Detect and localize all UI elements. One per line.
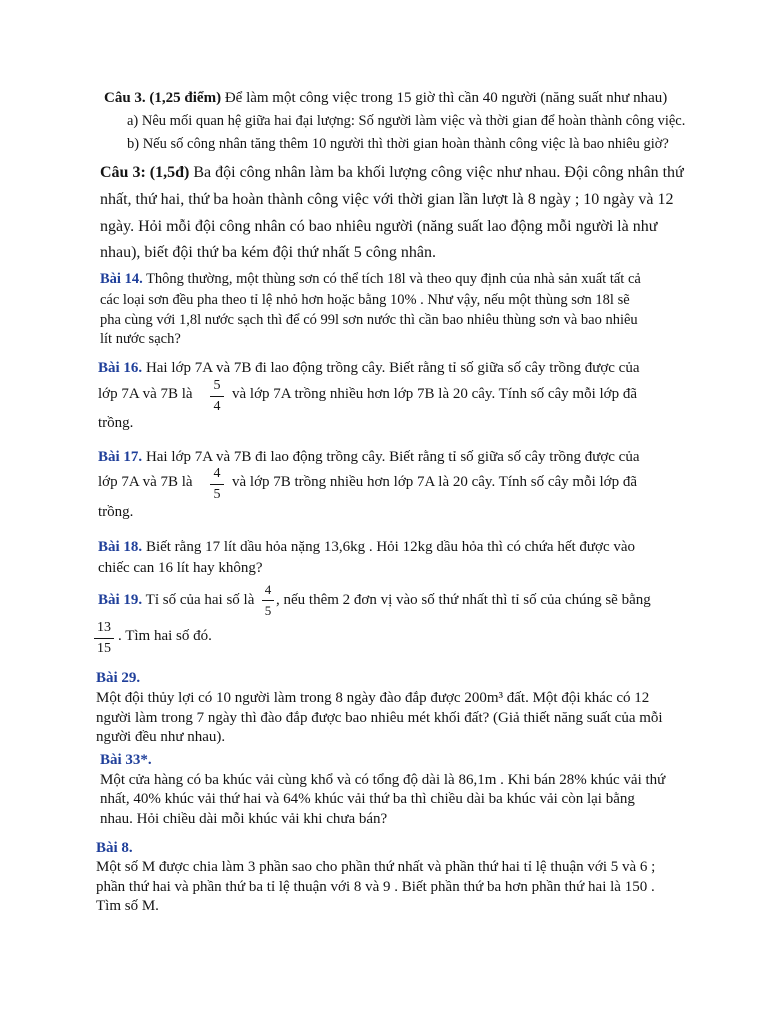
bai14-title: Bài 14. [100,271,143,287]
cau3a-question-b: b) Nếu số công nhân tăng thêm 10 người thì thời gian hoàn thành công việc là bao nhiêu giờ? [127,136,669,152]
fraction-bar [210,484,224,485]
bai8-text-1: Một số M được chia làm 3 phần sao cho phần thứ nhất và phần thứ hai tỉ lệ thuận với 5 và 6 ; [96,859,656,875]
bai17-title: Bài 17. [98,449,143,465]
bai16-text-2b: và lớp 7A trồng nhiều hơn lớp 7B là 20 cây. Tính số cây mỗi lớp đã [232,386,638,402]
cau3a-intro: Để làm một công việc trong 15 giờ thì cần 40 người (năng suất như nhau) [221,90,668,106]
bai18-title: Bài 18. [98,539,143,555]
bai16-fraction-numerator: 5 [213,378,221,393]
bai29-title-line [96,670,140,687]
bai29-text-2: người làm trong 7 ngày thì đào đắp được bao nhiêu mét khối đất? (Giả thiết năng suất của mỗi [96,710,663,726]
bai19-line1a [98,592,254,609]
bai17-fraction-denominator: 5 [213,487,221,502]
bai18-text-2: chiếc can 16 lít hay không? [98,560,263,576]
bai19-fraction-2-denominator: 15 [97,641,111,656]
cau3a-question-a: a) Nêu mối quan hệ giữa hai đại lượng: Số người làm việc và thời gian để hoàn thành công việc. [127,113,686,129]
bai14-text-3: pha cùng với 1,8l nước sạch thì để có 99l sơn nước thì cần bao nhiêu thùng sơn và bao nhiêu [100,312,638,328]
bai14-text-2: các loại sơn đều pha theo tỉ lệ nhỏ hơn hoặc bằng 10% . Như vậy, nếu một thùng sơn 18l sẽ [100,292,630,308]
cau3a-title: Câu 3. (1,25 điểm) [104,90,222,106]
bai17-fraction [210,465,224,504]
bai14-text-4: lít nước sạch? [100,331,181,347]
bai19-title: Bài 19. [98,592,143,608]
bai19-text-1a: Tỉ số của hai số là [142,592,255,608]
bai16-text-1: Hai lớp 7A và 7B đi lao động trồng cây. Biết rằng tỉ số giữa số cây trồng được của [142,360,640,376]
bai17-text-1: Hai lớp 7A và 7B đi lao động trồng cây. Biết rằng tỉ số giữa số cây trồng được của [142,449,640,465]
bai16-line1 [98,360,640,377]
bai19-fraction-1-numerator: 4 [264,582,272,597]
cau3b-line1 [100,164,684,182]
bai16-text-3: trồng. [98,415,134,431]
bai19-fraction-1 [262,581,274,620]
bai19-text-1b: , nếu thêm 2 đơn vị vào số thứ nhất thì tỉ số của chúng sẽ bằng [276,592,651,608]
bai8-text-3: Tìm số M. [96,898,159,914]
bai17-fraction-numerator: 4 [213,466,221,481]
cau3b-text-4: nhau), biết đội thứ ba kém đội thứ nhất 5 công nhân. [100,244,436,261]
bai16-text-2a: lớp 7A và 7B là [98,386,193,402]
bai17-text-2a: lớp 7A và 7B là [98,474,193,490]
bai33-text-1: Một cửa hàng có ba khúc vải cùng khổ và có tổng độ dài là 86,1m . Khi bán 28% khúc vải thứ [100,772,666,788]
bai19-fraction-2 [94,619,114,658]
bai14-line1 [100,271,641,288]
bai19-fraction-1-denominator: 5 [264,603,272,618]
cau3b-text-1: Ba đội công nhân làm ba khối lượng công việc như nhau. Đội công nhân thứ [189,164,684,181]
bai8-title-line [96,840,133,857]
bai19-text-2: . Tìm hai số đó. [118,628,212,644]
bai19-fraction-2-numerator: 13 [97,620,111,635]
cau3b-text-3: ngày. Hỏi mỗi đội công nhân có bao nhiêu người (năng suất lao động mỗi người là như [100,218,658,235]
bai8-text-2: phần thứ hai và phần thứ ba tỉ lệ thuận với 8 và 9 . Biết phần thứ ba hơn phần thứ hai là 150 . [96,879,655,895]
bai29-text-3: người đều như nhau). [96,729,226,745]
fraction-bar [262,600,274,601]
bai33-text-2: nhất, 40% khúc vải thứ hai và 64% khúc vải thứ ba thì chiều dài ba khúc vải còn lại bằng [100,791,635,807]
bai18-line1 [98,539,635,556]
bai18-text-1: Biết rằng 17 lít dầu hỏa nặng 13,6kg . Hỏi 12kg dầu hỏa thì có chứa hết được vào [142,539,636,555]
cau3b-title: Câu 3: (1,5đ) [100,164,190,181]
bai33-title-line [100,752,152,769]
bai16-fraction [210,377,224,416]
bai17-text-3: trồng. [98,504,134,520]
cau3b-text-2: nhất, thứ hai, thứ ba hoàn thành công việc với thời gian lần lượt là 8 ngày ; 10 ngày và 12 [100,191,674,208]
bai17-line1 [98,449,640,466]
bai29-title: Bài 29. [96,670,141,686]
bai33-title: Bài 33*. [100,752,152,768]
cau3a-line1 [104,90,667,107]
bai29-text-1: Một đội thủy lợi có 10 người làm trong 8 ngày đào đắp được 200m³ đất. Một đội khác có 12 [96,690,650,706]
fraction-bar [94,638,114,639]
bai17-text-2b: và lớp 7B trồng nhiều hơn lớp 7A là 20 cây. Tính số cây mỗi lớp đã [232,474,638,490]
bai16-title: Bài 16. [98,360,143,376]
fraction-bar [210,396,224,397]
bai33-text-3: nhau. Hỏi chiều dài mỗi khúc vải khi chưa bán? [100,811,388,827]
bai16-fraction-denominator: 4 [213,399,221,414]
bai14-text-1: Thông thường, một thùng sơn có thể tích 18l và theo quy định của nhà sản xuất tất cả [142,271,641,287]
bai8-title: Bài 8. [96,840,133,856]
